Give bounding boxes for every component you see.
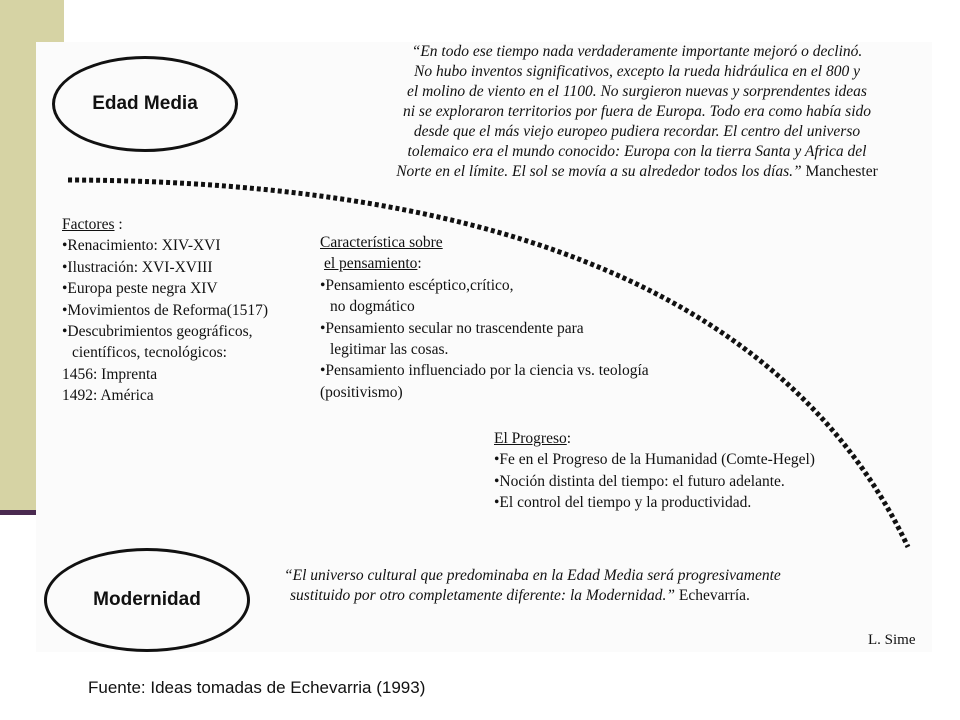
author-signature: L. Sime <box>868 632 916 648</box>
list-item: •Descubrimientos geográficos, <box>62 323 253 341</box>
quote-line: el molino de viento en el 1100. No surgieron nuevas y sorprendentes ideas <box>407 83 867 100</box>
list-item: 1492: América <box>62 387 154 405</box>
list-item: legitimar las cosas. <box>330 341 449 359</box>
list-item: •Ilustración: XVI-XVIII <box>62 258 213 276</box>
scanned-diagram <box>36 42 932 652</box>
quote-author: Echevarría. <box>678 587 750 604</box>
modernidad-title: Modernidad <box>93 589 201 610</box>
list-item: •El control del tiempo y la productividad. <box>494 494 752 512</box>
quote-line: tolemaico era el mundo conocido: Europa con la tierra Santa y Africa del <box>407 143 867 160</box>
list-item: •Renacimiento: XIV-XVI <box>62 237 221 255</box>
edad-media-ellipse <box>52 56 238 152</box>
caracteristica-list <box>320 232 649 403</box>
quote-line: desde que el más viejo europeo pudiera recordar. El centro del universo <box>413 123 861 140</box>
quote-line: No hubo inventos significativos, excepto la rueda hidráulica en el 800 y <box>414 63 860 80</box>
list-item: •Pensamiento influenciado por la ciencia vs. teología <box>320 362 649 380</box>
list-item: •Fe en el Progreso de la Humanidad (Comte-Hegel) <box>494 451 815 469</box>
list-item: (positivismo) <box>320 383 403 401</box>
list-item: •Noción distinta del tiempo: el futuro adelante. <box>494 472 785 490</box>
list-item: científicos, tecnológicos: <box>72 344 227 362</box>
caracteristica-heading-2: el pensamiento: <box>324 255 422 273</box>
quote-line: “El universo cultural que predominaba en la Edad Media será progresivamente <box>284 567 781 584</box>
edad-media-title: Edad Media <box>92 93 198 114</box>
quote-line: sustituido por otro completamente diferente: la Modernidad.” Echevarría. <box>290 587 750 604</box>
source-caption: Fuente: Ideas tomadas de Echevarria (1993) <box>88 678 426 697</box>
modernidad-ellipse <box>44 548 250 652</box>
caracteristica-heading: Característica sobre <box>320 234 443 251</box>
list-item: •Pensamiento escéptico,crítico, <box>320 276 514 294</box>
list-item: •Europa peste negra XIV <box>62 280 218 298</box>
modernidad-quote <box>284 566 781 606</box>
quote-line: Norte en el límite. El sol se movía a su alrededor todos los días.” Manchester <box>396 163 878 180</box>
list-item: 1456: Imprenta <box>62 365 158 383</box>
factores-heading: Factores : <box>62 216 123 233</box>
edad-media-quote <box>342 42 932 182</box>
list-item: no dogmático <box>330 298 415 316</box>
quote-line: ni se exploraron territorios por fuera de Europa. Todo era como había sido <box>402 103 871 120</box>
quote-author: Manchester <box>805 163 878 180</box>
factores-list <box>62 214 268 407</box>
sidebar-accent-line <box>0 510 40 515</box>
quote-line: “En todo ese tiempo nada verdaderamente importante mejoró o declinó. <box>411 43 863 60</box>
list-item: •Movimientos de Reforma(1517) <box>62 301 269 319</box>
progreso-list <box>494 428 815 514</box>
progreso-heading: El Progreso: <box>494 430 572 447</box>
list-item: •Pensamiento secular no trascendente para <box>320 319 584 337</box>
